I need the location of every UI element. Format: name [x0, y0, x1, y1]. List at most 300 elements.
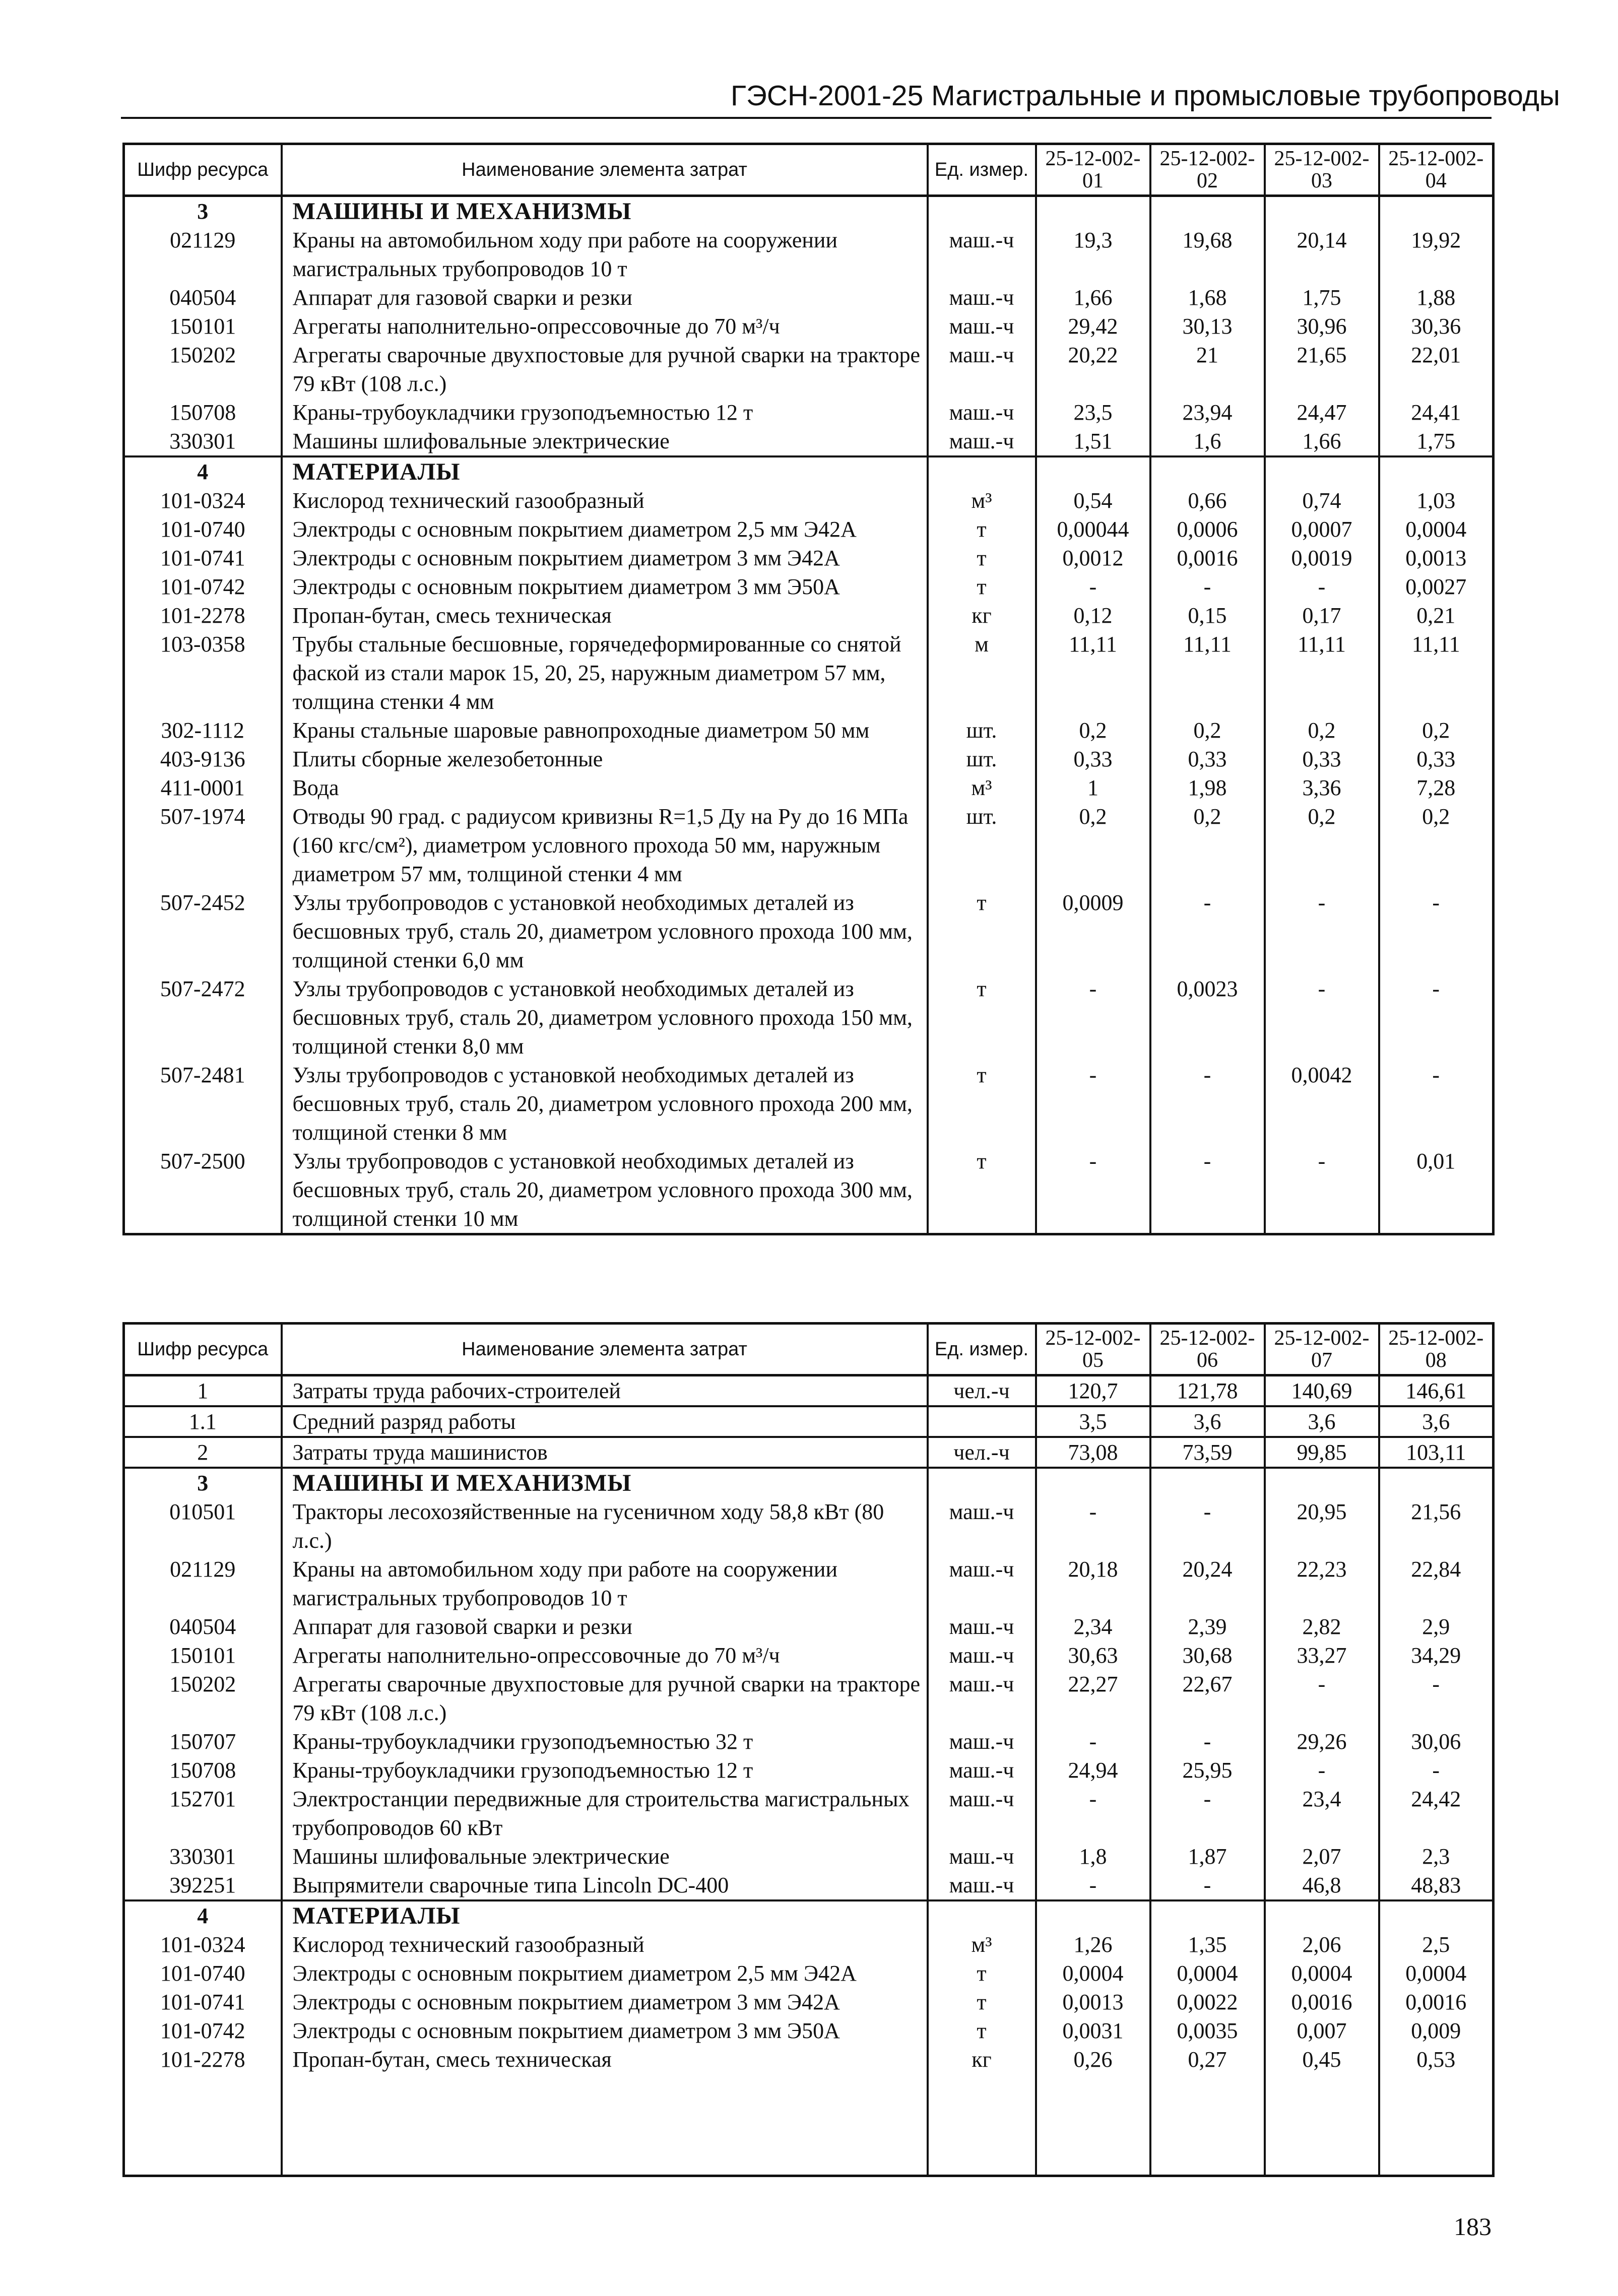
resource-name-cell: Машины шлифовальные электрические — [282, 1842, 928, 1871]
value-cell: 0,21 — [1379, 601, 1494, 630]
value-cell: 24,47 — [1265, 398, 1379, 427]
column-header-norm: 25-12-002-02 — [1150, 144, 1265, 196]
unit-cell: м³ — [928, 773, 1036, 802]
section-row — [124, 1468, 1494, 1497]
unit-cell: маш.-ч — [928, 427, 1036, 456]
value-cell: 0,0013 — [1379, 544, 1494, 572]
table-row — [124, 1785, 1494, 1842]
value-cell: 3,6 — [1150, 1406, 1265, 1437]
value-cell: 33,27 — [1265, 1641, 1379, 1670]
value-cell: 0,0004 — [1379, 1959, 1494, 1988]
unit-cell: кг — [928, 601, 1036, 630]
resource-table-2 — [122, 1322, 1492, 2177]
unit-cell: т — [928, 515, 1036, 544]
value-cell: 22,84 — [1379, 1555, 1494, 1612]
table-row — [124, 398, 1494, 427]
value-cell — [1379, 1900, 1494, 1930]
value-cell: 2,06 — [1265, 1930, 1379, 1959]
value-cell: 0,009 — [1379, 2016, 1494, 2045]
resource-name-cell: Аппарат для газовой сварки и резки — [282, 283, 928, 312]
column-header-norm: 25-12-002-05 — [1036, 1324, 1150, 1375]
table-row — [124, 1147, 1494, 1234]
value-cell: 19,3 — [1036, 226, 1150, 283]
table-row — [124, 1061, 1494, 1147]
value-cell: 0,33 — [1036, 745, 1150, 773]
value-cell: 24,41 — [1379, 398, 1494, 427]
unit-cell: т — [928, 544, 1036, 572]
value-cell: 0,2 — [1036, 802, 1150, 888]
value-cell: 1,66 — [1036, 283, 1150, 312]
resource-name-cell: Выпрямители сварочные типа Lincoln DC-400 — [282, 1871, 928, 1900]
resource-code-cell: 150101 — [124, 1641, 282, 1670]
value-cell: - — [1036, 1871, 1150, 1900]
value-cell: 21,56 — [1379, 1497, 1494, 1555]
column-header-unit: Ед. измер. — [928, 1324, 1036, 1375]
unit-cell: маш.-ч — [928, 341, 1036, 398]
unit-cell: т — [928, 1959, 1036, 1988]
resource-code-cell: 103-0358 — [124, 630, 282, 716]
unit-cell — [928, 1468, 1036, 1497]
value-cell: 2,5 — [1379, 1930, 1494, 1959]
value-cell: 2,82 — [1265, 1612, 1379, 1641]
value-cell: 73,59 — [1150, 1437, 1265, 1468]
value-cell: 23,4 — [1265, 1785, 1379, 1842]
value-cell: - — [1379, 888, 1494, 974]
resource-name-cell: МАТЕРИАЛЫ — [282, 456, 928, 486]
column-header-code: Шифр ресурса — [124, 1324, 282, 1375]
table-row — [124, 2016, 1494, 2045]
value-cell — [1036, 196, 1150, 226]
resource-name-cell: Аппарат для газовой сварки и резки — [282, 1612, 928, 1641]
resource-code-cell: 4 — [124, 1900, 282, 1930]
value-cell — [1150, 1468, 1265, 1497]
value-cell: 19,92 — [1379, 226, 1494, 283]
table-row — [124, 1497, 1494, 1555]
empty-cell — [124, 2074, 282, 2176]
value-cell: 20,22 — [1036, 341, 1150, 398]
resource-code-cell: 150101 — [124, 312, 282, 341]
unit-cell: маш.-ч — [928, 1842, 1036, 1871]
value-cell: 0,27 — [1150, 2045, 1265, 2074]
table-row — [124, 341, 1494, 398]
resource-code-cell: 150202 — [124, 1670, 282, 1727]
unit-cell: м — [928, 630, 1036, 716]
unit-cell: маш.-ч — [928, 1727, 1036, 1756]
value-cell: 0,0022 — [1150, 1988, 1265, 2016]
value-cell: 1,51 — [1036, 427, 1150, 456]
value-cell: - — [1379, 1061, 1494, 1147]
resource-name-cell: Агрегаты наполнительно-опрессовочные до 70 м³/ч — [282, 1641, 928, 1670]
value-cell: 0,33 — [1379, 745, 1494, 773]
resource-code-cell: 021129 — [124, 1555, 282, 1612]
resource-code-cell: 330301 — [124, 427, 282, 456]
table-row — [124, 312, 1494, 341]
unit-cell — [928, 456, 1036, 486]
unit-cell: маш.-ч — [928, 1871, 1036, 1900]
resource-name-cell: Тракторы лесохозяйственные на гусеничном ходу 58,8 кВт (80 л.с.) — [282, 1497, 928, 1555]
value-cell: 1 — [1036, 773, 1150, 802]
resource-name-cell: Краны-трубоукладчики грузоподъемностью 12 т — [282, 398, 928, 427]
table-row — [124, 1727, 1494, 1756]
value-cell: 22,67 — [1150, 1670, 1265, 1727]
value-cell: - — [1150, 888, 1265, 974]
value-cell — [1036, 1468, 1150, 1497]
unit-cell: маш.-ч — [928, 1670, 1036, 1727]
resource-name-cell: Узлы трубопроводов с установкой необходимых деталей из бесшовных труб, сталь 20, диаметром условного прохода 200 мм, толщиной стенки 8 мм — [282, 1061, 928, 1147]
value-cell: 1,26 — [1036, 1930, 1150, 1959]
value-cell: 140,69 — [1265, 1375, 1379, 1407]
resource-code-cell: 330301 — [124, 1842, 282, 1871]
resource-name-cell: Агрегаты сварочные двухпостовые для ручной сварки на тракторе 79 кВт (108 л.с.) — [282, 341, 928, 398]
resource-name-cell: Средний разряд работы — [282, 1406, 928, 1437]
value-cell: 22,27 — [1036, 1670, 1150, 1727]
value-cell: - — [1150, 1147, 1265, 1234]
column-header-norm: 25-12-002-01 — [1036, 144, 1150, 196]
column-header-norm: 25-12-002-08 — [1379, 1324, 1494, 1375]
table-row — [124, 1437, 1494, 1468]
resource-table — [122, 143, 1495, 1235]
value-cell: 3,6 — [1265, 1406, 1379, 1437]
resource-code-cell: 101-2278 — [124, 601, 282, 630]
empty-cell — [1036, 2074, 1150, 2176]
table-row — [124, 1756, 1494, 1785]
table-row — [124, 974, 1494, 1061]
value-cell: 0,66 — [1150, 486, 1265, 515]
resource-name-cell: Краны на автомобильном ходу при работе на сооружении магистральных трубопроводов 10 т — [282, 1555, 928, 1612]
value-cell: 30,96 — [1265, 312, 1379, 341]
value-cell: 30,13 — [1150, 312, 1265, 341]
table-row — [124, 226, 1494, 283]
value-cell: 0,45 — [1265, 2045, 1379, 2074]
resource-code-cell: 101-0324 — [124, 486, 282, 515]
resource-name-cell: Электростанции передвижные для строительства магистральных трубопроводов 60 кВт — [282, 1785, 928, 1842]
value-cell: 30,68 — [1150, 1641, 1265, 1670]
resource-code-cell: 411-0001 — [124, 773, 282, 802]
value-cell — [1036, 1900, 1150, 1930]
resource-name-cell: Электроды с основным покрытием диаметром 3 мм Э42А — [282, 544, 928, 572]
value-cell: 23,5 — [1036, 398, 1150, 427]
resource-name-cell: Затраты труда машинистов — [282, 1437, 928, 1468]
value-cell: 20,18 — [1036, 1555, 1150, 1612]
table-row — [124, 601, 1494, 630]
resource-code-cell: 507-2500 — [124, 1147, 282, 1234]
value-cell: 46,8 — [1265, 1871, 1379, 1900]
resource-code-cell: 403-9136 — [124, 745, 282, 773]
resource-code-cell: 021129 — [124, 226, 282, 283]
table-row — [124, 515, 1494, 544]
unit-cell: т — [928, 1988, 1036, 2016]
resource-name-cell: МАШИНЫ И МЕХАНИЗМЫ — [282, 1468, 928, 1497]
resource-code-cell: 101-0740 — [124, 1959, 282, 1988]
value-cell: 0,0012 — [1036, 544, 1150, 572]
value-cell — [1265, 456, 1379, 486]
value-cell: - — [1150, 1871, 1265, 1900]
column-header-name: Наименование элемента затрат — [282, 1324, 928, 1375]
unit-cell: шт. — [928, 716, 1036, 745]
resource-name-cell: Трубы стальные бесшовные, горячедеформированные со снятой фаской из стали марок 15, 20, 25, наружным диаметром 57 мм, толщина стенки 4 мм — [282, 630, 928, 716]
unit-cell: т — [928, 2016, 1036, 2045]
resource-name-cell: МАТЕРИАЛЫ — [282, 1900, 928, 1930]
value-cell: - — [1036, 1727, 1150, 1756]
table-row — [124, 888, 1494, 974]
value-cell: 3,36 — [1265, 773, 1379, 802]
value-cell: 20,24 — [1150, 1555, 1265, 1612]
unit-cell: шт. — [928, 802, 1036, 888]
resource-name-cell: Кислород технический газообразный — [282, 486, 928, 515]
value-cell: 11,11 — [1036, 630, 1150, 716]
value-cell: 3,5 — [1036, 1406, 1150, 1437]
value-cell: 103,11 — [1379, 1437, 1494, 1468]
table-row — [124, 1842, 1494, 1871]
value-cell: 0,0004 — [1379, 515, 1494, 544]
unit-cell — [928, 1406, 1036, 1437]
value-cell — [1379, 1468, 1494, 1497]
unit-cell: кг — [928, 2045, 1036, 2074]
resource-name-cell: Электроды с основным покрытием диаметром 3 мм Э50А — [282, 572, 928, 601]
value-cell: 0,0006 — [1150, 515, 1265, 544]
value-cell: - — [1265, 1756, 1379, 1785]
value-cell: - — [1379, 974, 1494, 1061]
resource-table — [122, 1322, 1495, 2177]
unit-cell: маш.-ч — [928, 1497, 1036, 1555]
table-row — [124, 283, 1494, 312]
resource-name-cell: Краны на автомобильном ходу при работе на сооружении магистральных трубопроводов 10 т — [282, 226, 928, 283]
resource-name-cell: Отводы 90 град. с радиусом кривизны R=1,5 Ду на Ру до 16 МПа (160 кгс/см²), диаметром условного прохода 50 мм, наружным диаметром 57 мм, толщиной стенки 4 мм — [282, 802, 928, 888]
value-cell: 1,03 — [1379, 486, 1494, 515]
resource-code-cell: 101-0741 — [124, 544, 282, 572]
table-row — [124, 544, 1494, 572]
value-cell: - — [1036, 1147, 1150, 1234]
value-cell — [1265, 1468, 1379, 1497]
table-row — [124, 1375, 1494, 1407]
value-cell: 34,29 — [1379, 1641, 1494, 1670]
column-header-norm: 25-12-002-04 — [1379, 144, 1494, 196]
value-cell: 23,94 — [1150, 398, 1265, 427]
resource-code-cell: 101-0741 — [124, 1988, 282, 2016]
unit-cell: чел.-ч — [928, 1375, 1036, 1407]
column-header-norm: 25-12-002-07 — [1265, 1324, 1379, 1375]
value-cell: 7,28 — [1379, 773, 1494, 802]
resource-code-cell: 040504 — [124, 1612, 282, 1641]
unit-cell: шт. — [928, 745, 1036, 773]
value-cell: 73,08 — [1036, 1437, 1150, 1468]
resource-name-cell: Электроды с основным покрытием диаметром 3 мм Э50А — [282, 2016, 928, 2045]
table-row — [124, 427, 1494, 456]
value-cell: 30,06 — [1379, 1727, 1494, 1756]
resource-name-cell: Затраты труда рабочих-строителей — [282, 1375, 928, 1407]
value-cell: 0,12 — [1036, 601, 1150, 630]
value-cell — [1150, 1900, 1265, 1930]
table-row — [124, 1406, 1494, 1437]
value-cell: 30,36 — [1379, 312, 1494, 341]
unit-cell: т — [928, 1147, 1036, 1234]
resource-code-cell: 4 — [124, 456, 282, 486]
value-cell: 0,0016 — [1265, 1988, 1379, 2016]
unit-cell: маш.-ч — [928, 312, 1036, 341]
value-cell — [1265, 196, 1379, 226]
table-row — [124, 2045, 1494, 2074]
value-cell: 2,07 — [1265, 1842, 1379, 1871]
unit-cell — [928, 196, 1036, 226]
value-cell: 99,85 — [1265, 1437, 1379, 1468]
value-cell: 121,78 — [1150, 1375, 1265, 1407]
value-cell: 0,2 — [1036, 716, 1150, 745]
value-cell: 0,0004 — [1150, 1959, 1265, 1988]
unit-cell — [928, 1900, 1036, 1930]
value-cell: 0,15 — [1150, 601, 1265, 630]
table-row — [124, 1670, 1494, 1727]
unit-cell: маш.-ч — [928, 1641, 1036, 1670]
resource-code-cell: 507-1974 — [124, 802, 282, 888]
empty-cell — [1379, 2074, 1494, 2176]
value-cell: - — [1379, 1756, 1494, 1785]
value-cell — [1265, 1900, 1379, 1930]
value-cell: 30,63 — [1036, 1641, 1150, 1670]
value-cell: 0,33 — [1265, 745, 1379, 773]
resource-name-cell: Агрегаты наполнительно-опрессовочные до 70 м³/ч — [282, 312, 928, 341]
value-cell: - — [1265, 1670, 1379, 1727]
resource-code-cell: 507-2481 — [124, 1061, 282, 1147]
value-cell — [1036, 456, 1150, 486]
value-cell: 0,54 — [1036, 486, 1150, 515]
resource-name-cell: Вода — [282, 773, 928, 802]
resource-code-cell: 101-0742 — [124, 572, 282, 601]
value-cell: - — [1036, 1497, 1150, 1555]
value-cell: 11,11 — [1379, 630, 1494, 716]
value-cell: - — [1036, 1061, 1150, 1147]
resource-code-cell: 101-2278 — [124, 2045, 282, 2074]
table-row — [124, 802, 1494, 888]
value-cell: - — [1150, 572, 1265, 601]
section-row — [124, 456, 1494, 486]
value-cell: 0,0009 — [1036, 888, 1150, 974]
value-cell: 1,68 — [1150, 283, 1265, 312]
resource-name-cell: Узлы трубопроводов с установкой необходимых деталей из бесшовных труб, сталь 20, диаметром условного прохода 300 мм, толщиной стенки 10 мм — [282, 1147, 928, 1234]
resource-code-cell: 010501 — [124, 1497, 282, 1555]
value-cell: 11,11 — [1265, 630, 1379, 716]
empty-cell — [1150, 2074, 1265, 2176]
resource-name-cell: Агрегаты сварочные двухпостовые для ручной сварки на тракторе 79 кВт (108 л.с.) — [282, 1670, 928, 1727]
resource-code-cell: 150202 — [124, 341, 282, 398]
resource-code-cell: 3 — [124, 196, 282, 226]
value-cell: 24,42 — [1379, 1785, 1494, 1842]
value-cell: 3,6 — [1379, 1406, 1494, 1437]
unit-cell: м³ — [928, 1930, 1036, 1959]
table-row — [124, 486, 1494, 515]
value-cell: - — [1265, 1147, 1379, 1234]
value-cell: 120,7 — [1036, 1375, 1150, 1407]
value-cell: 0,17 — [1265, 601, 1379, 630]
value-cell: 25,95 — [1150, 1756, 1265, 1785]
value-cell — [1150, 456, 1265, 486]
resource-name-cell: МАШИНЫ И МЕХАНИЗМЫ — [282, 196, 928, 226]
column-header-norm: 25-12-002-06 — [1150, 1324, 1265, 1375]
value-cell: 1,6 — [1150, 427, 1265, 456]
value-cell: 0,01 — [1379, 1147, 1494, 1234]
value-cell: 0,0016 — [1379, 1988, 1494, 2016]
resource-code-cell: 507-2452 — [124, 888, 282, 974]
resource-name-cell: Узлы трубопроводов с установкой необходимых деталей из бесшовных труб, сталь 20, диаметром условного прохода 100 мм, толщиной стенки 6,0 мм — [282, 888, 928, 974]
empty-cell — [282, 2074, 928, 2176]
value-cell: 0,53 — [1379, 2045, 1494, 2074]
value-cell: 0,2 — [1379, 716, 1494, 745]
resource-name-cell: Краны стальные шаровые равнопроходные диаметром 50 мм — [282, 716, 928, 745]
value-cell: - — [1036, 572, 1150, 601]
table-row — [124, 1555, 1494, 1612]
value-cell: 20,95 — [1265, 1497, 1379, 1555]
value-cell: 0,0031 — [1036, 2016, 1150, 2045]
value-cell: - — [1036, 1785, 1150, 1842]
value-cell: 1,88 — [1379, 283, 1494, 312]
value-cell: 0,007 — [1265, 2016, 1379, 2045]
table-row — [124, 1641, 1494, 1670]
empty-row — [124, 2074, 1494, 2176]
value-cell: 0,2 — [1379, 802, 1494, 888]
value-cell: 0,0004 — [1265, 1959, 1379, 1988]
column-header-unit: Ед. измер. — [928, 144, 1036, 196]
column-header-norm: 25-12-002-03 — [1265, 144, 1379, 196]
value-cell: 0,2 — [1150, 716, 1265, 745]
value-cell: 0,0007 — [1265, 515, 1379, 544]
resource-code-cell: 507-2472 — [124, 974, 282, 1061]
resource-code-cell: 150707 — [124, 1727, 282, 1756]
value-cell: - — [1265, 572, 1379, 601]
column-header-code: Шифр ресурса — [124, 144, 282, 196]
value-cell: 0,0016 — [1150, 544, 1265, 572]
value-cell: 22,23 — [1265, 1555, 1379, 1612]
resource-code-cell: 3 — [124, 1468, 282, 1497]
empty-cell — [928, 2074, 1036, 2176]
unit-cell: маш.-ч — [928, 283, 1036, 312]
resource-name-cell: Электроды с основным покрытием диаметром 2,5 мм Э42А — [282, 1959, 928, 1988]
value-cell: 21,65 — [1265, 341, 1379, 398]
value-cell: 1,8 — [1036, 1842, 1150, 1871]
value-cell: 0,0019 — [1265, 544, 1379, 572]
value-cell: 0,0042 — [1265, 1061, 1379, 1147]
resource-name-cell: Электроды с основным покрытием диаметром 3 мм Э42А — [282, 1988, 928, 2016]
value-cell: - — [1265, 888, 1379, 974]
resource-name-cell: Электроды с основным покрытием диаметром 2,5 мм Э42А — [282, 515, 928, 544]
value-cell: 29,26 — [1265, 1727, 1379, 1756]
value-cell: 20,14 — [1265, 226, 1379, 283]
table-row — [124, 773, 1494, 802]
value-cell: 21 — [1150, 341, 1265, 398]
resource-code-cell: 392251 — [124, 1871, 282, 1900]
resource-code-cell: 101-0740 — [124, 515, 282, 544]
table-row — [124, 1930, 1494, 1959]
unit-cell: маш.-ч — [928, 1612, 1036, 1641]
table-row — [124, 630, 1494, 716]
unit-cell: м³ — [928, 486, 1036, 515]
value-cell: 1,66 — [1265, 427, 1379, 456]
value-cell: 19,68 — [1150, 226, 1265, 283]
value-cell: 0,0023 — [1150, 974, 1265, 1061]
column-header-name: Наименование элемента затрат — [282, 144, 928, 196]
value-cell: 0,00044 — [1036, 515, 1150, 544]
table-row — [124, 1871, 1494, 1900]
value-cell: 0,0035 — [1150, 2016, 1265, 2045]
value-cell: - — [1379, 1670, 1494, 1727]
value-cell: 2,3 — [1379, 1842, 1494, 1871]
value-cell: 22,01 — [1379, 341, 1494, 398]
empty-cell — [1265, 2074, 1379, 2176]
resource-code-cell: 302-1112 — [124, 716, 282, 745]
value-cell: 0,33 — [1150, 745, 1265, 773]
table-row — [124, 716, 1494, 745]
value-cell: 2,9 — [1379, 1612, 1494, 1641]
unit-cell: т — [928, 572, 1036, 601]
resource-name-cell: Кислород технический газообразный — [282, 1930, 928, 1959]
